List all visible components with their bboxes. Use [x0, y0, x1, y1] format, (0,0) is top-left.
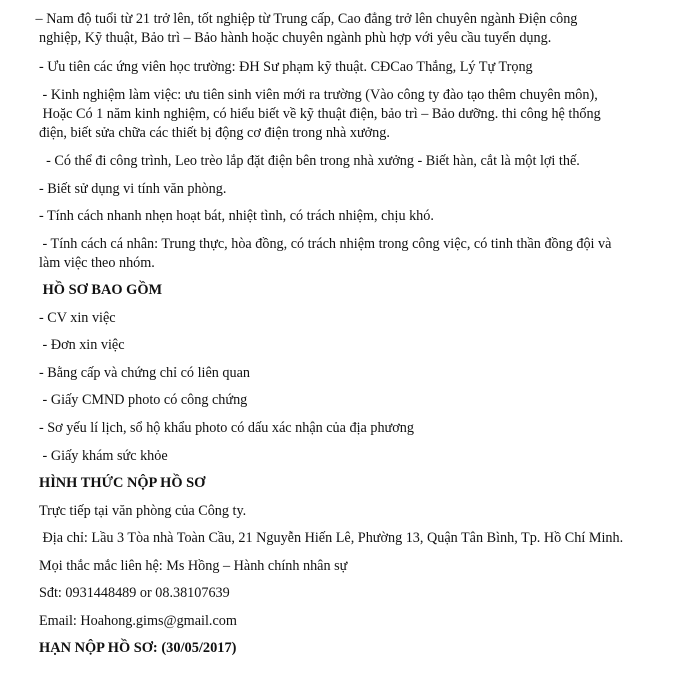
submission-heading: HÌNH THỨC NỘP HỒ SƠ: [39, 475, 206, 491]
document-item-cv: - CV xin việc: [39, 310, 116, 326]
submission-address: Địa chỉ: Lầu 3 Tòa nhà Toàn Cầu, 21 Nguyễn Hiến Lê, Phường 13, Quận Tân Bình, Tp. Hồ Chí Minh.: [39, 530, 624, 546]
submission-email: Email: Hoahong.gims@gmail.com: [39, 613, 237, 629]
requirement-age-education-line-2: nghiệp, Kỹ thuật, Bảo trì – Bảo hành hoặc chuyên ngành phù hợp với yêu cầu tuyển dụng.: [39, 30, 552, 46]
requirement-experience-line-1: - Kinh nghiệm làm việc: ưu tiên sinh viên mới ra trường (Vào công ty đào tạo thêm chuyên môn),: [39, 87, 598, 103]
document-item-application: - Đơn xin việc: [39, 337, 125, 353]
requirement-experience-line-3: điện, biết sửa chữa các thiết bị động cơ điện trong nhà xưởng.: [39, 125, 390, 141]
submission-phone: Sđt: 0931448489 or 08.38107639: [39, 585, 230, 601]
documents-heading: HỒ SƠ BAO GỒM: [39, 282, 163, 298]
submission-deadline: HẠN NỘP HỒ SƠ: (30/05/2017): [39, 640, 237, 656]
requirement-age-education-line-1: – Nam độ tuổi từ 21 trở lên, tốt nghiệp từ Trung cấp, Cao đẳng trở lên chuyên ngành Điện công: [32, 11, 578, 27]
document-item-resume-household: - Sơ yếu lí lịch, sổ hộ khẩu photo có dấu xác nhận của địa phương: [39, 420, 414, 436]
requirement-personality: - Tính cách nhanh nhẹn hoạt bát, nhiệt tình, có trách nhiệm, chịu khó.: [39, 208, 434, 224]
requirement-site-work: - Có thể đi công trình, Leo trèo lắp đặt điện bên trong nhà xưởng - Biết hàn, cắt là một lợi thế.: [39, 153, 580, 169]
document-item-certificates: - Bằng cấp và chứng chỉ có liên quan: [39, 365, 250, 381]
requirement-personal-traits-line-1: - Tính cách cá nhân: Trung thực, hòa đồng, có trách nhiệm trong công việc, có tinh thần đồng đội và: [39, 236, 612, 252]
requirement-office-computer: - Biết sử dụng vi tính văn phòng.: [39, 181, 227, 197]
requirement-preferred-schools: - Ưu tiên các ứng viên học trường: ĐH Sư phạm kỹ thuật. CĐCao Thắng, Lý Tự Trọng: [39, 59, 533, 75]
requirement-experience-line-2: Hoặc Có 1 năm kinh nghiệm, có hiểu biết về kỹ thuật điện, bảo trì – Bảo dưỡng. thi công hệ thống: [39, 106, 601, 122]
document-item-health-check: - Giấy khám sức khỏe: [39, 448, 168, 464]
requirement-personal-traits-line-2: làm việc theo nhóm.: [39, 255, 155, 271]
document-item-id-card: - Giấy CMND photo có công chứng: [39, 392, 248, 408]
submission-method: Trực tiếp tại văn phòng của Công ty.: [39, 503, 247, 519]
submission-contact: Mọi thắc mắc liên hệ: Ms Hồng – Hành chính nhân sự: [39, 558, 348, 574]
